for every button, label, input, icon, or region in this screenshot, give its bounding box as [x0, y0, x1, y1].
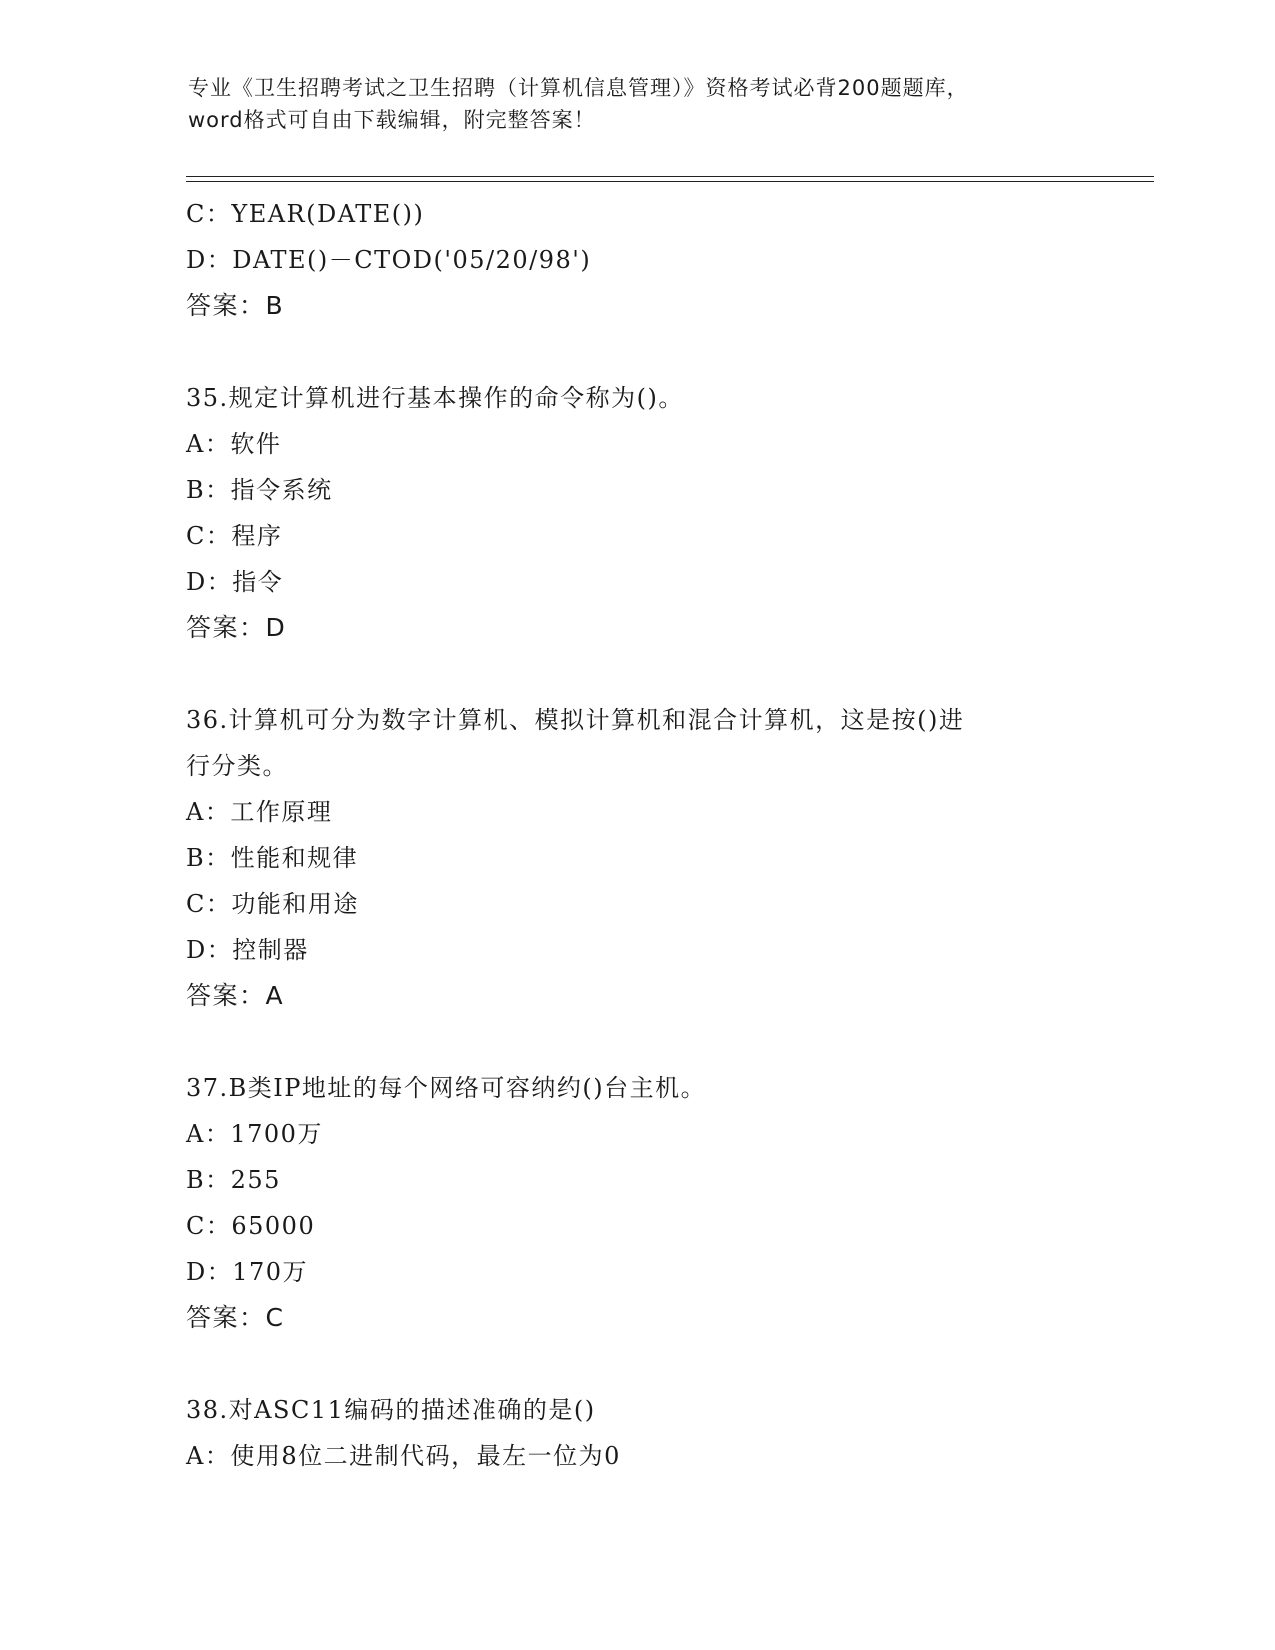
question-block-36 [186, 697, 1086, 1019]
option-d: D：DATE()－CTOD('05/20/98') [186, 246, 592, 274]
question-list [186, 191, 1086, 1479]
option-d: D：控制器 [186, 936, 309, 964]
header-title-line-2: word格式可自由下载编辑，附完整答案！ [188, 108, 596, 132]
question-text: 38.对ASC11编码的描述准确的是() [186, 1396, 596, 1424]
question-text: 35.规定计算机进行基本操作的命令称为()。 [186, 384, 684, 412]
option-c: C：功能和用途 [186, 890, 359, 918]
option-a: A：软件 [186, 430, 282, 458]
answer-line: 答案：C [186, 1303, 285, 1332]
question-text: 37.B类IP地址的每个网络可容纳约()台主机。 [186, 1074, 707, 1102]
question-block-37 [186, 1065, 1086, 1341]
header-title-line-1: 专业《卫生招聘考试之卫生招聘（计算机信息管理）》资格考试必背200题题库， [188, 76, 969, 100]
question-text: 36.计算机可分为数字计算机、模拟计算机和混合计算机，这是按()进 [186, 706, 965, 734]
option-b: B：255 [186, 1166, 281, 1194]
answer-line: 答案：D [186, 613, 287, 642]
header-divider-top [186, 176, 1154, 177]
option-d: D：指令 [186, 568, 284, 596]
question-block-38 [186, 1387, 1086, 1479]
option-a: A：使用8位二进制代码，最左一位为0 [186, 1442, 621, 1470]
option-c: C：YEAR(DATE()) [186, 200, 425, 228]
answer-line: 答案：B [186, 291, 285, 320]
question-block-34-tail [186, 191, 1086, 329]
header-divider-bottom [186, 181, 1154, 182]
option-c: C：程序 [186, 522, 283, 550]
option-a: A：工作原理 [186, 798, 333, 826]
option-d: D：170万 [186, 1258, 309, 1286]
option-b: B：性能和规律 [186, 844, 359, 872]
option-b: B：指令系统 [186, 476, 333, 504]
question-text-continued: 行分类。 [186, 752, 288, 780]
question-block-35 [186, 375, 1086, 651]
document-header [188, 72, 1088, 136]
option-a: A：1700万 [186, 1120, 323, 1148]
option-c: C：65000 [186, 1212, 316, 1240]
answer-line: 答案：A [186, 981, 285, 1010]
